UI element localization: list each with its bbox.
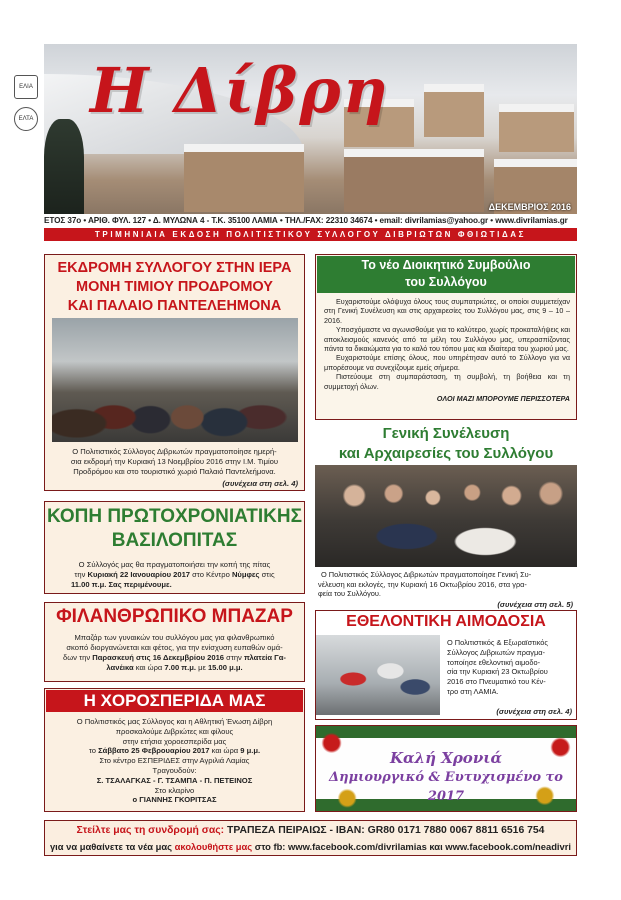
follow-us-label: ακολουθήστε μας: [174, 841, 253, 852]
assembly-title: [315, 424, 577, 464]
dance-article: [44, 688, 305, 812]
body-line: Σύλλογος Διβριωτών πραγμα-: [447, 647, 545, 657]
subscription-label: Στείλτε μας τη συνδρομή σας:: [76, 825, 225, 836]
assembly-title-line: και Αρχαιρεσίες του Συλλόγου: [338, 445, 554, 462]
excursion-title-line: ΜΟΝΗ ΤΙΜΙΟΥ ΠΡΟΔΡΟΜΟΥ: [76, 279, 273, 295]
board-paragraph: Ευχαριστούμε ολόψυχα όλους τους συμπατριώτες, οι οποίοι συμμετείχαν στη Γενική Συνέλευση και στις αρχαιρεσίες του Συλλόγου μας, στις 9 – 10 – 2016.: [324, 297, 570, 325]
elta-logo-text: ΕΛΤΑ: [18, 116, 34, 122]
masthead-banner: [44, 44, 577, 214]
text-span: και ώρα: [209, 746, 241, 756]
body-line: Ο Πολιτιστικός μας Σύλλογος και η Αθλητική Ένωση Δίβρη: [76, 717, 273, 726]
body-line: τοποίησε εθελοντική αιμοδο-: [447, 657, 541, 667]
body-line: σία την Κυριακή 23 Οκτωβρίου: [447, 667, 548, 677]
excursion-continue[interactable]: (συνέχεια στη σελ. 4): [222, 479, 298, 488]
body-line: Ο Πολιτιστικός & Εξωραϊστικός: [447, 638, 548, 647]
newspaper-title: Η Δίβρη: [90, 54, 390, 127]
blood-body: [447, 638, 575, 697]
footer-box: [44, 820, 577, 856]
elia-logo: [14, 75, 38, 99]
body-line: Μπαζάρ των γυναικών του συλλόγου μας για φιλανθρωπικό: [74, 633, 275, 642]
body-line: στην ετήσια χοροεσπερίδα μας: [122, 736, 227, 746]
body-line: [49, 653, 300, 663]
text-bold: Σάββατο 25 Φεβρουαρίου 2017: [98, 746, 210, 756]
assembly-continue[interactable]: (συνέχεια στη σελ. 5): [497, 600, 573, 609]
caption-line: φεία του Συλλόγου.: [318, 589, 381, 599]
board-paragraph: Πιστεύουμε στη συμπαράσταση, τη συμβολή, τη βοήθεια και τη συμμετοχή όλων.: [324, 372, 570, 391]
text-bold: 9 μ.μ.: [240, 746, 261, 756]
assembly-title-line: Γενική Συνέλευση: [382, 425, 510, 442]
excursion-caption: [49, 447, 300, 477]
dance-title: Η ΧΟΡΟΣΠΕΡΙΔΑ ΜΑΣ: [46, 690, 303, 712]
board-paragraph: Ευχαριστούμε επίσης όλους, που υπηρέτησαν αυτό το Σύλλογο για να μπορέσουμε να συνεχίζουμε εμείς σήμερα.: [324, 353, 570, 372]
vasilopita-article: [44, 501, 305, 594]
body-line: σκοπό διοργανώνεται και φέτος, για την ενίσχυση ευπαθών ομά-: [66, 643, 283, 652]
blood-title: ΕΘΕΛΟΝΤΙΚΗ ΑΙΜΟΔΟΣΙΑ: [346, 613, 546, 630]
caption-line: Ο Πολιτιστικός Σύλλογος Διβριωτών πραγματοποίησε Γενική Συ-: [321, 570, 532, 579]
village-house: [344, 149, 484, 212]
text-bold: Παρασκευή στις 16 Δεκεμβρίου 2016: [92, 653, 225, 662]
excursion-title-line: ΕΚΔΡΟΜΗ ΣΥΛΛΟΓΟΥ ΣΤΗΝ ΙΕΡΑ: [57, 260, 292, 276]
excursion-photo: [52, 318, 298, 442]
text-span: στην: [224, 653, 244, 662]
body-line: 2016 στο Πνευματικό του Κέν-: [447, 677, 546, 687]
facebook-links[interactable]: στο fb: www.facebook.com/divrilamias και www.facebook.com/neadivri: [252, 841, 572, 852]
body-line: προσκαλούμε Διβριώτες και φίλους: [115, 726, 234, 736]
text-span: για να μαθαίνετε τα νέα μας: [49, 841, 175, 852]
text-span: στο Κέντρο: [190, 570, 232, 579]
blood-continue[interactable]: (συνέχεια στη σελ. 4): [496, 707, 572, 716]
body-line: Σ. ΤΣΑΛΑΓΚΑΣ - Γ. ΤΣΑΜΠΑ - Π. ΠΕΤΕΙΝΟΣ: [96, 775, 253, 785]
body-line: [49, 570, 300, 580]
text-span: και ώρα: [133, 663, 165, 672]
excursion-title-line: ΚΑΙ ΠΑΛΑΙΟ ΠΑΝΤΕΛΕΗΜΟΝΑ: [67, 298, 282, 314]
bazaar-article: [44, 602, 305, 682]
bazaar-body: [49, 633, 300, 673]
board-slogan: ΟΛΟΙ ΜΑΖΙ ΜΠΟΡΟΥΜΕ ΠΕΡΙΣΣΟΤΕΡΑ: [436, 394, 570, 404]
body-line: [49, 663, 300, 673]
vasilopita-title: [45, 505, 304, 553]
blood-photo: [316, 635, 440, 715]
board-paragraph: Υποσχόμαστε να αγωνισθούμε για το καλύτερο, χωρίς προκαταλήψεις και αποκλεισμούς κανενός από τα μέλη του Συλλόγου μας, υπερασπίζοντας πάντα τα δικαιώματα για το καλό του τόπου μας και ιδιαίτερα του χωριού μας.: [324, 325, 570, 354]
elia-logo-text: ΕΛΙΑ: [19, 84, 33, 90]
body-line: 11.00 π.μ. Σας περιμένουμε.: [71, 580, 172, 589]
vasilopita-title-line: ΚΟΠΗ ΠΡΩΤΟΧΡΟΝΙΑΤΙΚΗΣ: [46, 506, 302, 527]
iban-text: ΤΡΑΠΕΖΑ ΠΕΙΡΑΙΩΣ - IBAN: GR80 0171 7880 0067 8811 6516 754: [224, 825, 545, 836]
village-house: [499, 104, 574, 152]
blood-article: [315, 610, 577, 720]
assembly-photo: [315, 465, 577, 567]
assembly-caption: [318, 570, 576, 599]
subscription-line: [45, 825, 576, 836]
excursion-article: [44, 254, 305, 491]
village-house: [424, 84, 484, 137]
caption-line: Ο Πολιτιστικός Σύλλογος Διβριωτών πραγματοποίησε ημερή-: [72, 447, 277, 456]
side-logos: [14, 75, 40, 139]
text-span: την: [74, 570, 88, 579]
text-span: στις: [259, 570, 275, 579]
greeting-line: Δημιουργικό & Ευτυχισμένο το 2017: [329, 770, 563, 804]
fir-tree: [44, 119, 84, 214]
bazaar-title: ΦΙΛΑΝΘΡΩΠΙΚΟ ΜΠΑΖΑΡ: [56, 606, 293, 627]
body-line: Τραγουδούν:: [152, 765, 197, 775]
board-article: [315, 254, 577, 420]
greeting-text: [316, 748, 576, 806]
text-span: δων την: [63, 653, 93, 662]
text-span: το: [88, 746, 99, 756]
vasilopita-body: [49, 560, 300, 590]
text-bold: λανέικα: [106, 663, 134, 672]
caption-line: νέλευση και εκλογές, την Κυριακή 16 Οκτωβρίου 2016, στα γρα-: [318, 579, 527, 589]
text-bold: Κυριακή 22 Ιανουαρίου 2017: [87, 570, 191, 579]
board-title-line: του Συλλόγου: [405, 275, 487, 289]
text-bold: 15.00 μ.μ.: [207, 663, 243, 672]
text-bold: Νύμφες: [231, 570, 260, 579]
greeting-line: Καλή Χρονιά: [389, 749, 503, 767]
body-line: Ο Σύλλογός μας θα πραγματοποιήσει την κοπή της πίτας: [78, 560, 271, 569]
body-line: ο ΓΙΑΝΝΗΣ ΓΚΟΡΙΤΣΑΣ: [132, 795, 217, 805]
board-body: [324, 297, 570, 403]
caption-line: Προδρόμου και στο τουριστικό χωριό Παλαιό Παντελεήμονα.: [73, 467, 276, 476]
follow-line: [45, 841, 576, 852]
issue-date: ΔΕΚΕΜΒΡΙΟΣ 2016: [488, 202, 571, 212]
village-house: [184, 144, 304, 212]
body-line: [49, 746, 300, 756]
publication-info: ΕΤΟΣ 37ο • ΑΡΙΘ. ΦΥΛ. 127 • Δ. ΜΥΛΩΝΑ 4 - Τ.Κ. 35100 ΛΑΜΙΑ • ΤΗΛ./FAX: 22310 34674 • email: divrilamias@yahoo.gr • www.divrilamias.gr: [44, 216, 568, 225]
elta-logo: [14, 107, 38, 131]
dance-body: [49, 717, 300, 805]
greeting-card: [315, 725, 577, 812]
caption-line: σια εκδρομή την Κυριακή 13 Νοεμβρίου 2016 στην Ι.Μ. Τιμίου: [70, 457, 279, 466]
body-line: Στο κέντρο ΕΣΠΕΡΙΔΕΣ στην Αγριλιά Λαμίας: [99, 756, 250, 766]
text-bold: πλατεία Γα-: [243, 653, 286, 662]
board-title-line: Το νέο Διοικητικό Συμβούλιο: [361, 258, 531, 272]
body-line: Στο κλαρίνο: [154, 785, 195, 795]
body-line: τρο στη ΛΑΜΙΑ.: [447, 686, 499, 696]
vasilopita-title-line: ΒΑΣΙΛΟΠΙΤΑΣ: [111, 530, 238, 551]
excursion-title: [45, 259, 304, 316]
text-span: με: [195, 663, 208, 672]
text-bold: 7.00 π.μ.: [164, 663, 196, 672]
board-title: [317, 256, 575, 293]
publication-subtitle: ΤΡΙΜΗΝΙΑΙΑ ΕΚΔΟΣΗ ΠΟΛΙΤΙΣΤΙΚΟΥ ΣΥΛΛΟΓΟΥ ΔΙΒΡΙΩΤΩΝ ΦΘΙΩΤΙΔΑΣ: [44, 228, 577, 241]
